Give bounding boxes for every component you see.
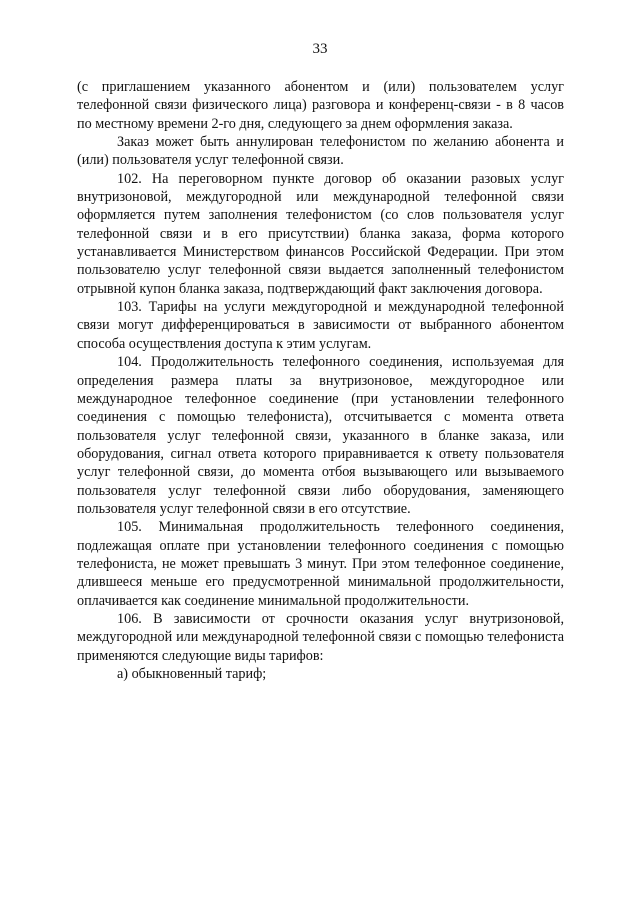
paragraph-continuation: (с приглашением указанного абонентом и (или) пользователем услуг телефонной связи физического лица) разговора и конференц-связи - в 8 часов по местному времени 2-го дня, следующего за днем оформления заказа. — [77, 79, 564, 132]
paragraph-103: 103. Тарифы на услуги междугородной и международной телефонной связи могут дифференцироваться в зависимости от выбранного абонентом способа осуществления доступа к этим услугам. — [77, 299, 564, 352]
page-number: 33 — [312, 41, 328, 57]
paragraph-102: 102. На переговорном пункте договор об оказании разовых услуг внутризоновой, междугородной или международной телефонной связи оформляется путем заполнения телефонистом (со слов пользователя услуг телефонной связи и в его присутствии) бланка заказа, форма которого устанавливается Министерством финансов Российской Федерации. При этом пользователю услуг телефонной связи выдается заполненный телефонистом отрывной купон бланка заказа, подтверждающий факт заключения договора. — [77, 170, 564, 297]
document-body — [77, 78, 564, 683]
paragraph-104: 104. Продолжительность телефонного соединения, используемая для определения размера платы за внутризоновое, междугородное или международное телефонное соединение (при установлении телефонного соединения с помощью телефониста), отсчитывается с момента ответа пользователя услуг телефонной связи, указанного в бланке заказа, или оборудования, сигнал ответа которого приравнивается к ответу пользователя услуг телефонной связи, до момента отбоя вызывающего или вызываемого пользователя услуг телефонной связи либо оборудования, заменяющего пользователя услуг телефонной связи в его отсутствие. — [77, 354, 564, 517]
paragraph-order-cancellation: Заказ может быть аннулирован телефонистом по желанию абонента и (или) пользователя услуг телефонной связи. — [77, 134, 564, 169]
list-item-a: а) обыкновенный тариф; — [117, 666, 267, 682]
paragraph-105: 105. Минимальная продолжительность телефонного соединения, подлежащая оплате при установлении телефонного соединения с помощью телефониста, не может превышать 3 минут. При этом телефонное соединение, длившееся меньше его предусмотренной минимальной продолжительности, оплачивается как соединение минимальной продолжительности. — [77, 519, 564, 609]
paragraph-106: 106. В зависимости от срочности оказания услуг внутризоновой, междугородной или международной телефонной связи с помощью телефониста применяются следующие виды тарифов: — [77, 610, 564, 664]
